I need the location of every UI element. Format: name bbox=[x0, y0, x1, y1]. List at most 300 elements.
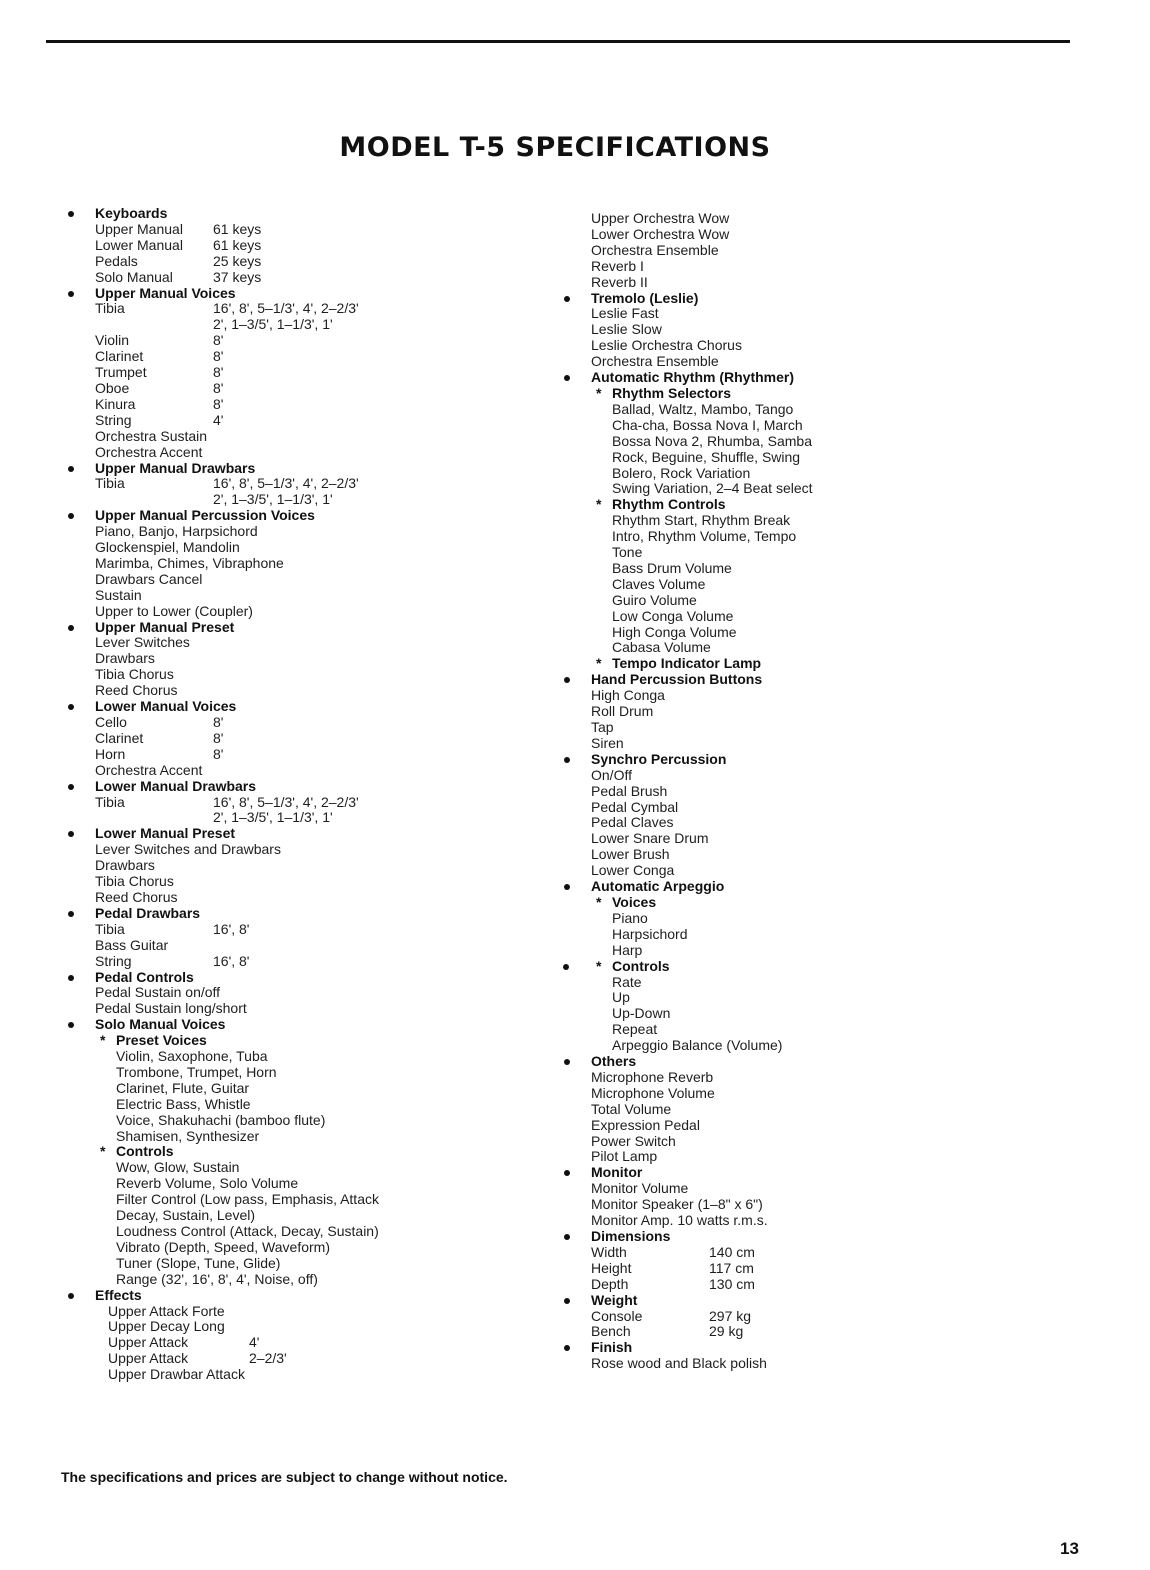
section-items bbox=[562, 1309, 1032, 1341]
spec-item: Siren bbox=[591, 734, 624, 751]
spec-label: String bbox=[95, 411, 132, 428]
spec-label: Width bbox=[591, 1243, 627, 1260]
section-heading: Effects bbox=[66, 1288, 536, 1304]
spec-item: Violin, Saxophone, Tuba bbox=[116, 1048, 268, 1065]
spec-item: Lever Switches and Drawbars bbox=[95, 841, 281, 858]
spec-row bbox=[108, 1304, 536, 1320]
spec-item: Cabasa Volume bbox=[612, 639, 711, 656]
section-items bbox=[562, 1181, 1032, 1229]
spec-value bbox=[249, 1304, 536, 1320]
spec-items bbox=[95, 429, 536, 461]
spec-row-continued bbox=[95, 317, 536, 333]
spec-value: 117 cm bbox=[709, 1259, 754, 1276]
spec-value: 4' bbox=[249, 1334, 260, 1351]
section-lower-manual-voices bbox=[66, 699, 536, 779]
spec-item: Pedal Sustain on/off bbox=[95, 984, 221, 1001]
spec-label: Upper Attack Forte bbox=[108, 1302, 225, 1319]
spec-value: 8' bbox=[213, 348, 224, 365]
spec-item: Claves Volume bbox=[612, 575, 706, 592]
section-upper-manual-percussion bbox=[66, 508, 536, 619]
subsection-heading: * Controls bbox=[100, 1143, 174, 1160]
spec-value: 61 keys bbox=[213, 220, 262, 237]
spec-row bbox=[95, 222, 536, 238]
spec-item: Drawbars Cancel bbox=[95, 570, 203, 587]
spec-item: Lever Switches bbox=[95, 634, 190, 651]
section-weight bbox=[562, 1293, 1032, 1341]
subsection-heading: * Rhythm Selectors bbox=[596, 384, 732, 401]
section-automatic-rhythm bbox=[562, 370, 1032, 672]
section-pedal-controls bbox=[66, 970, 536, 1018]
spec-item: High Conga bbox=[591, 687, 665, 704]
page-title: MODEL T-5 SPECIFICATIONS bbox=[339, 132, 771, 163]
spec-row bbox=[95, 413, 536, 429]
spec-rows bbox=[95, 301, 536, 428]
spec-value bbox=[249, 1319, 536, 1335]
section-heading: Keyboards bbox=[66, 206, 536, 222]
spec-item: Pedal Claves bbox=[591, 814, 674, 831]
spec-item: Reverb Volume, Solo Volume bbox=[116, 1175, 299, 1192]
section-lower-manual-drawbars bbox=[66, 779, 536, 827]
spec-label: Console bbox=[591, 1307, 643, 1324]
spec-item: Drawbars bbox=[95, 650, 155, 667]
section-lower-manual-preset bbox=[66, 826, 536, 906]
spec-value: 2', 1–3/5', 1–1/3', 1' bbox=[213, 491, 333, 508]
spec-label: Upper Drawbar Attack bbox=[108, 1366, 245, 1383]
spec-item: Monitor Volume bbox=[591, 1180, 689, 1197]
section-solo-manual-voices bbox=[66, 1017, 536, 1287]
spec-row bbox=[95, 301, 536, 317]
spec-item: Repeat bbox=[612, 1021, 658, 1038]
bullet-icon bbox=[68, 466, 74, 472]
spec-item: Voice, Shakuhachi (bamboo flute) bbox=[116, 1111, 326, 1128]
section-heading: Upper Manual Percussion Voices bbox=[66, 508, 536, 524]
spec-row bbox=[108, 1319, 536, 1335]
bullet-icon bbox=[564, 1234, 570, 1240]
bullet-icon bbox=[68, 911, 74, 917]
spec-value: 297 kg bbox=[709, 1307, 752, 1324]
spec-item: Rate bbox=[612, 973, 642, 990]
spec-row bbox=[95, 922, 536, 938]
subsection-rhythm-selectors bbox=[591, 386, 1032, 497]
spec-item: Loudness Control (Attack, Decay, Sustain) bbox=[116, 1223, 379, 1239]
spec-item: Pedal Brush bbox=[591, 782, 668, 799]
section-items bbox=[562, 768, 1032, 879]
left-column bbox=[66, 206, 536, 1383]
spec-label: Violin bbox=[95, 332, 129, 349]
spec-item: Reed Chorus bbox=[95, 682, 178, 699]
spec-item: Reed Chorus bbox=[95, 888, 178, 905]
spec-value: 16', 8', 5–1/3', 4', 2–2/3' bbox=[213, 300, 359, 317]
spec-row bbox=[95, 270, 536, 286]
section-items bbox=[66, 922, 536, 970]
subsection-heading: * Voices bbox=[596, 893, 657, 910]
spec-row bbox=[95, 938, 536, 954]
section-heading: Finish bbox=[562, 1340, 1032, 1356]
spec-item: Leslie Fast bbox=[591, 305, 659, 322]
spec-item: Sustain bbox=[95, 586, 142, 603]
section-upper-manual-voices bbox=[66, 286, 536, 461]
spec-label: Trumpet bbox=[95, 364, 147, 381]
section-heading: Tremolo (Leslie) bbox=[562, 291, 1032, 307]
bullet-icon bbox=[564, 1345, 570, 1351]
spec-item: Up bbox=[612, 989, 630, 1006]
spec-row bbox=[591, 1245, 1032, 1261]
spec-label: Tibia bbox=[95, 475, 125, 492]
spec-row-continued bbox=[95, 492, 536, 508]
spec-value: 140 cm bbox=[709, 1243, 755, 1260]
section-items bbox=[562, 1356, 1032, 1372]
spec-label: Bass Guitar bbox=[95, 936, 169, 953]
spec-items bbox=[612, 911, 1032, 959]
spec-item: Monitor Amp. 10 watts r.m.s. bbox=[591, 1212, 768, 1229]
spec-item: Low Conga Volume bbox=[612, 607, 734, 624]
spec-item: Guiro Volume bbox=[612, 591, 697, 608]
spec-item: Reverb II bbox=[591, 273, 648, 290]
subsection-heading: * Controls bbox=[612, 959, 1032, 975]
spec-item: Orchestra Ensemble bbox=[591, 353, 719, 370]
asterisk-icon: * bbox=[596, 957, 602, 974]
section-items bbox=[562, 211, 1032, 291]
spec-item: Up-Down bbox=[612, 1005, 671, 1022]
subsection-tempo-lamp bbox=[591, 656, 1032, 672]
spec-label: Horn bbox=[95, 745, 126, 762]
spec-label: Pedals bbox=[95, 252, 138, 269]
spec-item: Pilot Lamp bbox=[591, 1148, 658, 1165]
spec-value: 8' bbox=[213, 745, 224, 762]
spec-items bbox=[612, 513, 1032, 656]
section-heading: Upper Manual Drawbars bbox=[66, 461, 536, 477]
spec-item: Tuner (Slope, Tune, Glide) bbox=[116, 1254, 281, 1271]
section-heading: Weight bbox=[562, 1293, 1032, 1309]
section-items bbox=[66, 301, 536, 460]
spec-item: Orchestra Accent bbox=[95, 443, 203, 460]
section-heading: Upper Manual Preset bbox=[66, 620, 536, 636]
spec-item: Microphone Volume bbox=[591, 1084, 715, 1101]
spec-item: Orchestra Sustain bbox=[95, 427, 208, 444]
subsection-heading: * Rhythm Controls bbox=[596, 496, 726, 513]
section-items bbox=[562, 386, 1032, 672]
spec-item: Rhythm Start, Rhythm Break bbox=[612, 512, 791, 529]
spec-label: Lower Manual bbox=[95, 236, 183, 253]
section-heading: Monitor bbox=[562, 1165, 1032, 1181]
subsection-arpeggio-voices bbox=[591, 895, 1032, 959]
spec-item: Upper to Lower (Coupler) bbox=[95, 602, 253, 619]
subsection-arpeggio-controls bbox=[591, 959, 1032, 1054]
spec-label: Kinura bbox=[95, 395, 136, 412]
spec-row bbox=[95, 731, 536, 747]
spec-item: Arpeggio Balance (Volume) bbox=[612, 1037, 783, 1054]
bullet-icon bbox=[68, 704, 74, 710]
spec-item: Tibia Chorus bbox=[95, 873, 174, 890]
spec-value: 8' bbox=[213, 379, 224, 396]
spec-item: Ballad, Waltz, Mambo, Tango bbox=[612, 400, 794, 417]
spec-row bbox=[95, 715, 536, 731]
section-items bbox=[66, 715, 536, 779]
spec-item: Glockenspiel, Mandolin bbox=[95, 539, 240, 556]
spec-value: 4' bbox=[213, 411, 224, 428]
spec-value: 16', 8' bbox=[213, 920, 250, 937]
section-finish bbox=[562, 1340, 1032, 1372]
section-effects bbox=[66, 1288, 536, 1383]
spec-item: Piano, Banjo, Harpsichord bbox=[95, 523, 258, 540]
asterisk-icon: * bbox=[596, 384, 602, 401]
spec-item: Electric Bass, Whistle bbox=[116, 1095, 251, 1112]
spec-item: Leslie Orchestra Chorus bbox=[591, 337, 742, 354]
spec-items bbox=[95, 763, 536, 779]
spec-item: Rose wood and Black polish bbox=[591, 1355, 767, 1372]
spec-value: 2', 1–3/5', 1–1/3', 1' bbox=[213, 809, 333, 826]
spec-item: Filter Control (Low pass, Emphasis, Attack bbox=[116, 1191, 379, 1208]
section-items bbox=[66, 1304, 536, 1384]
spec-item: Trombone, Trumpet, Horn bbox=[116, 1063, 277, 1080]
section-items bbox=[66, 985, 536, 1017]
spec-item: Cha-cha, Bossa Nova I, March bbox=[612, 416, 803, 433]
spec-item: Expression Pedal bbox=[591, 1116, 700, 1133]
bullet-icon bbox=[68, 784, 74, 790]
spec-label: Bench bbox=[591, 1323, 631, 1340]
spec-items bbox=[116, 1160, 536, 1287]
spec-item: Microphone Reverb bbox=[591, 1068, 714, 1085]
spec-value: 130 cm bbox=[709, 1275, 755, 1292]
spec-row bbox=[591, 1277, 1032, 1293]
spec-value: 29 kg bbox=[709, 1323, 744, 1340]
section-others bbox=[562, 1054, 1032, 1165]
section-upper-manual-preset bbox=[66, 620, 536, 700]
spec-row bbox=[95, 795, 536, 811]
section-items bbox=[562, 895, 1032, 1054]
spec-label: Tibia bbox=[95, 793, 125, 810]
spec-value: 16', 8', 5–1/3', 4', 2–2/3' bbox=[213, 475, 359, 492]
spec-label: Upper Attack bbox=[108, 1350, 189, 1367]
spec-item: Marimba, Chimes, Vibraphone bbox=[95, 554, 284, 571]
section-items bbox=[562, 1245, 1032, 1293]
spec-value: 8' bbox=[213, 332, 224, 349]
spec-row-continued bbox=[95, 810, 536, 826]
spec-item: Lower Snare Drum bbox=[591, 830, 709, 847]
section-hand-percussion bbox=[562, 672, 1032, 752]
spec-item: On/Off bbox=[591, 766, 632, 783]
spec-value bbox=[213, 938, 536, 954]
section-heading: Lower Manual Voices bbox=[66, 699, 536, 715]
spec-item: Clarinet, Flute, Guitar bbox=[116, 1079, 250, 1096]
spec-item: Tone bbox=[612, 544, 643, 561]
spec-item: Power Switch bbox=[591, 1132, 676, 1149]
subsection-heading: * Preset Voices bbox=[100, 1032, 207, 1049]
spec-label: Cello bbox=[95, 714, 127, 730]
spec-row bbox=[95, 476, 536, 492]
spec-item: Harp bbox=[612, 941, 643, 958]
spec-label: Upper Manual bbox=[95, 220, 183, 237]
section-items bbox=[66, 476, 536, 508]
spec-label-blank bbox=[95, 810, 213, 826]
spec-items bbox=[612, 402, 1032, 497]
spec-value: 2', 1–3/5', 1–1/3', 1' bbox=[213, 316, 333, 333]
section-heading: Automatic Arpeggio bbox=[562, 879, 1032, 895]
section-tremolo bbox=[562, 291, 1032, 371]
bullet-icon bbox=[68, 1293, 74, 1299]
spec-value: 8' bbox=[213, 729, 224, 746]
spec-row bbox=[108, 1367, 536, 1383]
section-pedal-drawbars bbox=[66, 906, 536, 970]
spec-label: Depth bbox=[591, 1275, 629, 1292]
spec-value: 61 keys bbox=[213, 236, 262, 253]
spec-label: Height bbox=[591, 1259, 632, 1276]
bullet-icon bbox=[564, 296, 570, 302]
asterisk-icon: * bbox=[100, 1032, 106, 1049]
spec-value: 8' bbox=[213, 364, 224, 381]
spec-label: Solo Manual bbox=[95, 268, 173, 285]
spec-label: Clarinet bbox=[95, 729, 144, 746]
section-items bbox=[66, 635, 536, 699]
spec-item: Orchestra Ensemble bbox=[591, 241, 719, 258]
spec-item: Lower Orchestra Wow bbox=[591, 225, 730, 242]
spec-rows bbox=[95, 715, 536, 763]
spec-label-blank bbox=[95, 317, 213, 333]
spec-label-blank bbox=[95, 492, 213, 508]
section-heading: Dimensions bbox=[562, 1229, 1032, 1245]
bullet-icon bbox=[68, 1022, 74, 1028]
spec-item: Pedal Sustain long/short bbox=[95, 1000, 247, 1017]
spec-item: Swing Variation, 2–4 Beat select bbox=[612, 480, 813, 497]
bullet-icon bbox=[564, 884, 570, 890]
right-column bbox=[562, 211, 1032, 1372]
spec-row bbox=[95, 397, 536, 413]
spec-label: String bbox=[95, 952, 132, 969]
spec-row bbox=[95, 747, 536, 763]
spec-item: Harpsichord bbox=[612, 925, 688, 942]
bullet-icon bbox=[564, 757, 570, 763]
spec-item: Total Volume bbox=[591, 1100, 672, 1117]
asterisk-icon: * bbox=[596, 893, 602, 910]
subsection-rhythm-controls bbox=[591, 497, 1032, 656]
spec-value: 25 keys bbox=[213, 252, 262, 269]
spec-row bbox=[95, 954, 536, 970]
bullet-icon bbox=[68, 831, 74, 837]
spec-label: Oboe bbox=[95, 379, 130, 396]
spec-item: Upper Orchestra Wow bbox=[591, 210, 730, 226]
spec-label: Tibia bbox=[95, 920, 125, 937]
spec-label: Tibia bbox=[95, 300, 125, 317]
bullet-icon bbox=[68, 513, 74, 519]
section-dimensions bbox=[562, 1229, 1032, 1293]
page-number: 13 bbox=[1060, 1539, 1079, 1558]
spec-row bbox=[95, 238, 536, 254]
spec-row bbox=[95, 333, 536, 349]
spec-row bbox=[591, 1261, 1032, 1277]
spec-item: Decay, Sustain, Level) bbox=[116, 1207, 256, 1224]
section-items bbox=[562, 1070, 1032, 1165]
spec-item: Monitor Speaker (1–8" x 6") bbox=[591, 1196, 763, 1213]
spec-item: High Conga Volume bbox=[612, 623, 737, 640]
section-upper-manual-drawbars bbox=[66, 461, 536, 509]
spec-value: 2–2/3' bbox=[249, 1350, 287, 1367]
subsection-controls bbox=[95, 1144, 536, 1287]
section-items bbox=[66, 795, 536, 827]
spec-row bbox=[108, 1351, 536, 1367]
spec-item: Drawbars bbox=[95, 857, 155, 874]
subsection-heading: * Tempo Indicator Lamp bbox=[596, 655, 762, 672]
spec-item: Roll Drum bbox=[591, 703, 654, 720]
spec-row bbox=[95, 254, 536, 270]
section-heading: Hand Percussion Buttons bbox=[562, 672, 1032, 688]
section-items bbox=[66, 524, 536, 619]
bullet-icon bbox=[564, 677, 570, 683]
bullet-icon bbox=[564, 375, 570, 381]
spec-value: 16', 8' bbox=[213, 952, 250, 969]
spec-value: 16', 8', 5–1/3', 4', 2–2/3' bbox=[213, 793, 359, 810]
spec-item: Orchestra Accent bbox=[95, 761, 203, 778]
asterisk-icon: * bbox=[596, 655, 602, 672]
spec-item: Shamisen, Synthesizer bbox=[116, 1127, 260, 1144]
spec-item: Piano bbox=[612, 909, 648, 926]
section-items bbox=[66, 1033, 536, 1288]
bullet-icon bbox=[564, 1059, 570, 1065]
section-automatic-arpeggio bbox=[562, 879, 1032, 1054]
spec-item: Bolero, Rock Variation bbox=[612, 464, 751, 481]
section-heading: Lower Manual Preset bbox=[66, 826, 536, 842]
section-heading: Others bbox=[562, 1054, 1032, 1070]
spec-items bbox=[116, 1049, 536, 1144]
asterisk-icon: * bbox=[596, 496, 602, 513]
spec-item: Bossa Nova 2, Rhumba, Samba bbox=[612, 432, 812, 449]
spec-row bbox=[95, 381, 536, 397]
spec-item: Reverb I bbox=[591, 257, 644, 274]
asterisk-icon: * bbox=[100, 1143, 106, 1160]
bullet-icon bbox=[68, 975, 74, 981]
spec-value: 8' bbox=[213, 714, 224, 730]
section-heading: Upper Manual Voices bbox=[66, 286, 536, 302]
bullet-icon bbox=[68, 291, 74, 297]
section-items bbox=[66, 842, 536, 906]
spec-label: Upper Attack bbox=[108, 1334, 189, 1351]
section-effects-continued bbox=[562, 211, 1032, 291]
spec-items bbox=[612, 975, 1032, 1055]
spec-item: Pedal Cymbal bbox=[591, 798, 679, 815]
spec-item: Vibrato (Depth, Speed, Waveform) bbox=[116, 1238, 330, 1255]
section-heading: Automatic Rhythm (Rhythmer) bbox=[562, 370, 1032, 386]
subsection-preset-voices bbox=[95, 1033, 536, 1144]
spec-label: Clarinet bbox=[95, 348, 144, 365]
bullet-icon bbox=[68, 211, 74, 217]
spec-item: Wow, Glow, Sustain bbox=[116, 1159, 240, 1176]
spec-item: Bass Drum Volume bbox=[612, 559, 732, 576]
spec-item: Rock, Beguine, Shuffle, Swing bbox=[612, 448, 801, 465]
spec-item: Tap bbox=[591, 719, 614, 735]
section-heading: Pedal Controls bbox=[66, 970, 536, 986]
spec-item: Range (32', 16', 8', 4', Noise, off) bbox=[116, 1270, 318, 1287]
section-items bbox=[66, 222, 536, 286]
spec-row bbox=[591, 1309, 1032, 1325]
bullet-icon bbox=[564, 1298, 570, 1304]
spec-item: Tibia Chorus bbox=[95, 666, 174, 683]
spec-item: Leslie Slow bbox=[591, 321, 662, 338]
spec-row bbox=[591, 1324, 1032, 1340]
bullet-icon bbox=[564, 1170, 570, 1176]
spec-row bbox=[95, 365, 536, 381]
spec-item: Lower Brush bbox=[591, 846, 670, 863]
spec-item: Intro, Rhythm Volume, Tempo bbox=[612, 528, 797, 545]
section-items bbox=[562, 306, 1032, 370]
spec-value: 37 keys bbox=[213, 268, 262, 285]
section-heading: Pedal Drawbars bbox=[66, 906, 536, 922]
spec-value: 8' bbox=[213, 395, 224, 412]
spec-item: Lower Conga bbox=[591, 862, 675, 879]
section-items bbox=[562, 688, 1032, 752]
section-heading: Synchro Percussion bbox=[562, 752, 1032, 768]
spec-row bbox=[108, 1335, 536, 1351]
bullet-icon bbox=[563, 964, 569, 970]
disclaimer-footer: The specifications and prices are subject to change without notice. bbox=[61, 1469, 508, 1485]
